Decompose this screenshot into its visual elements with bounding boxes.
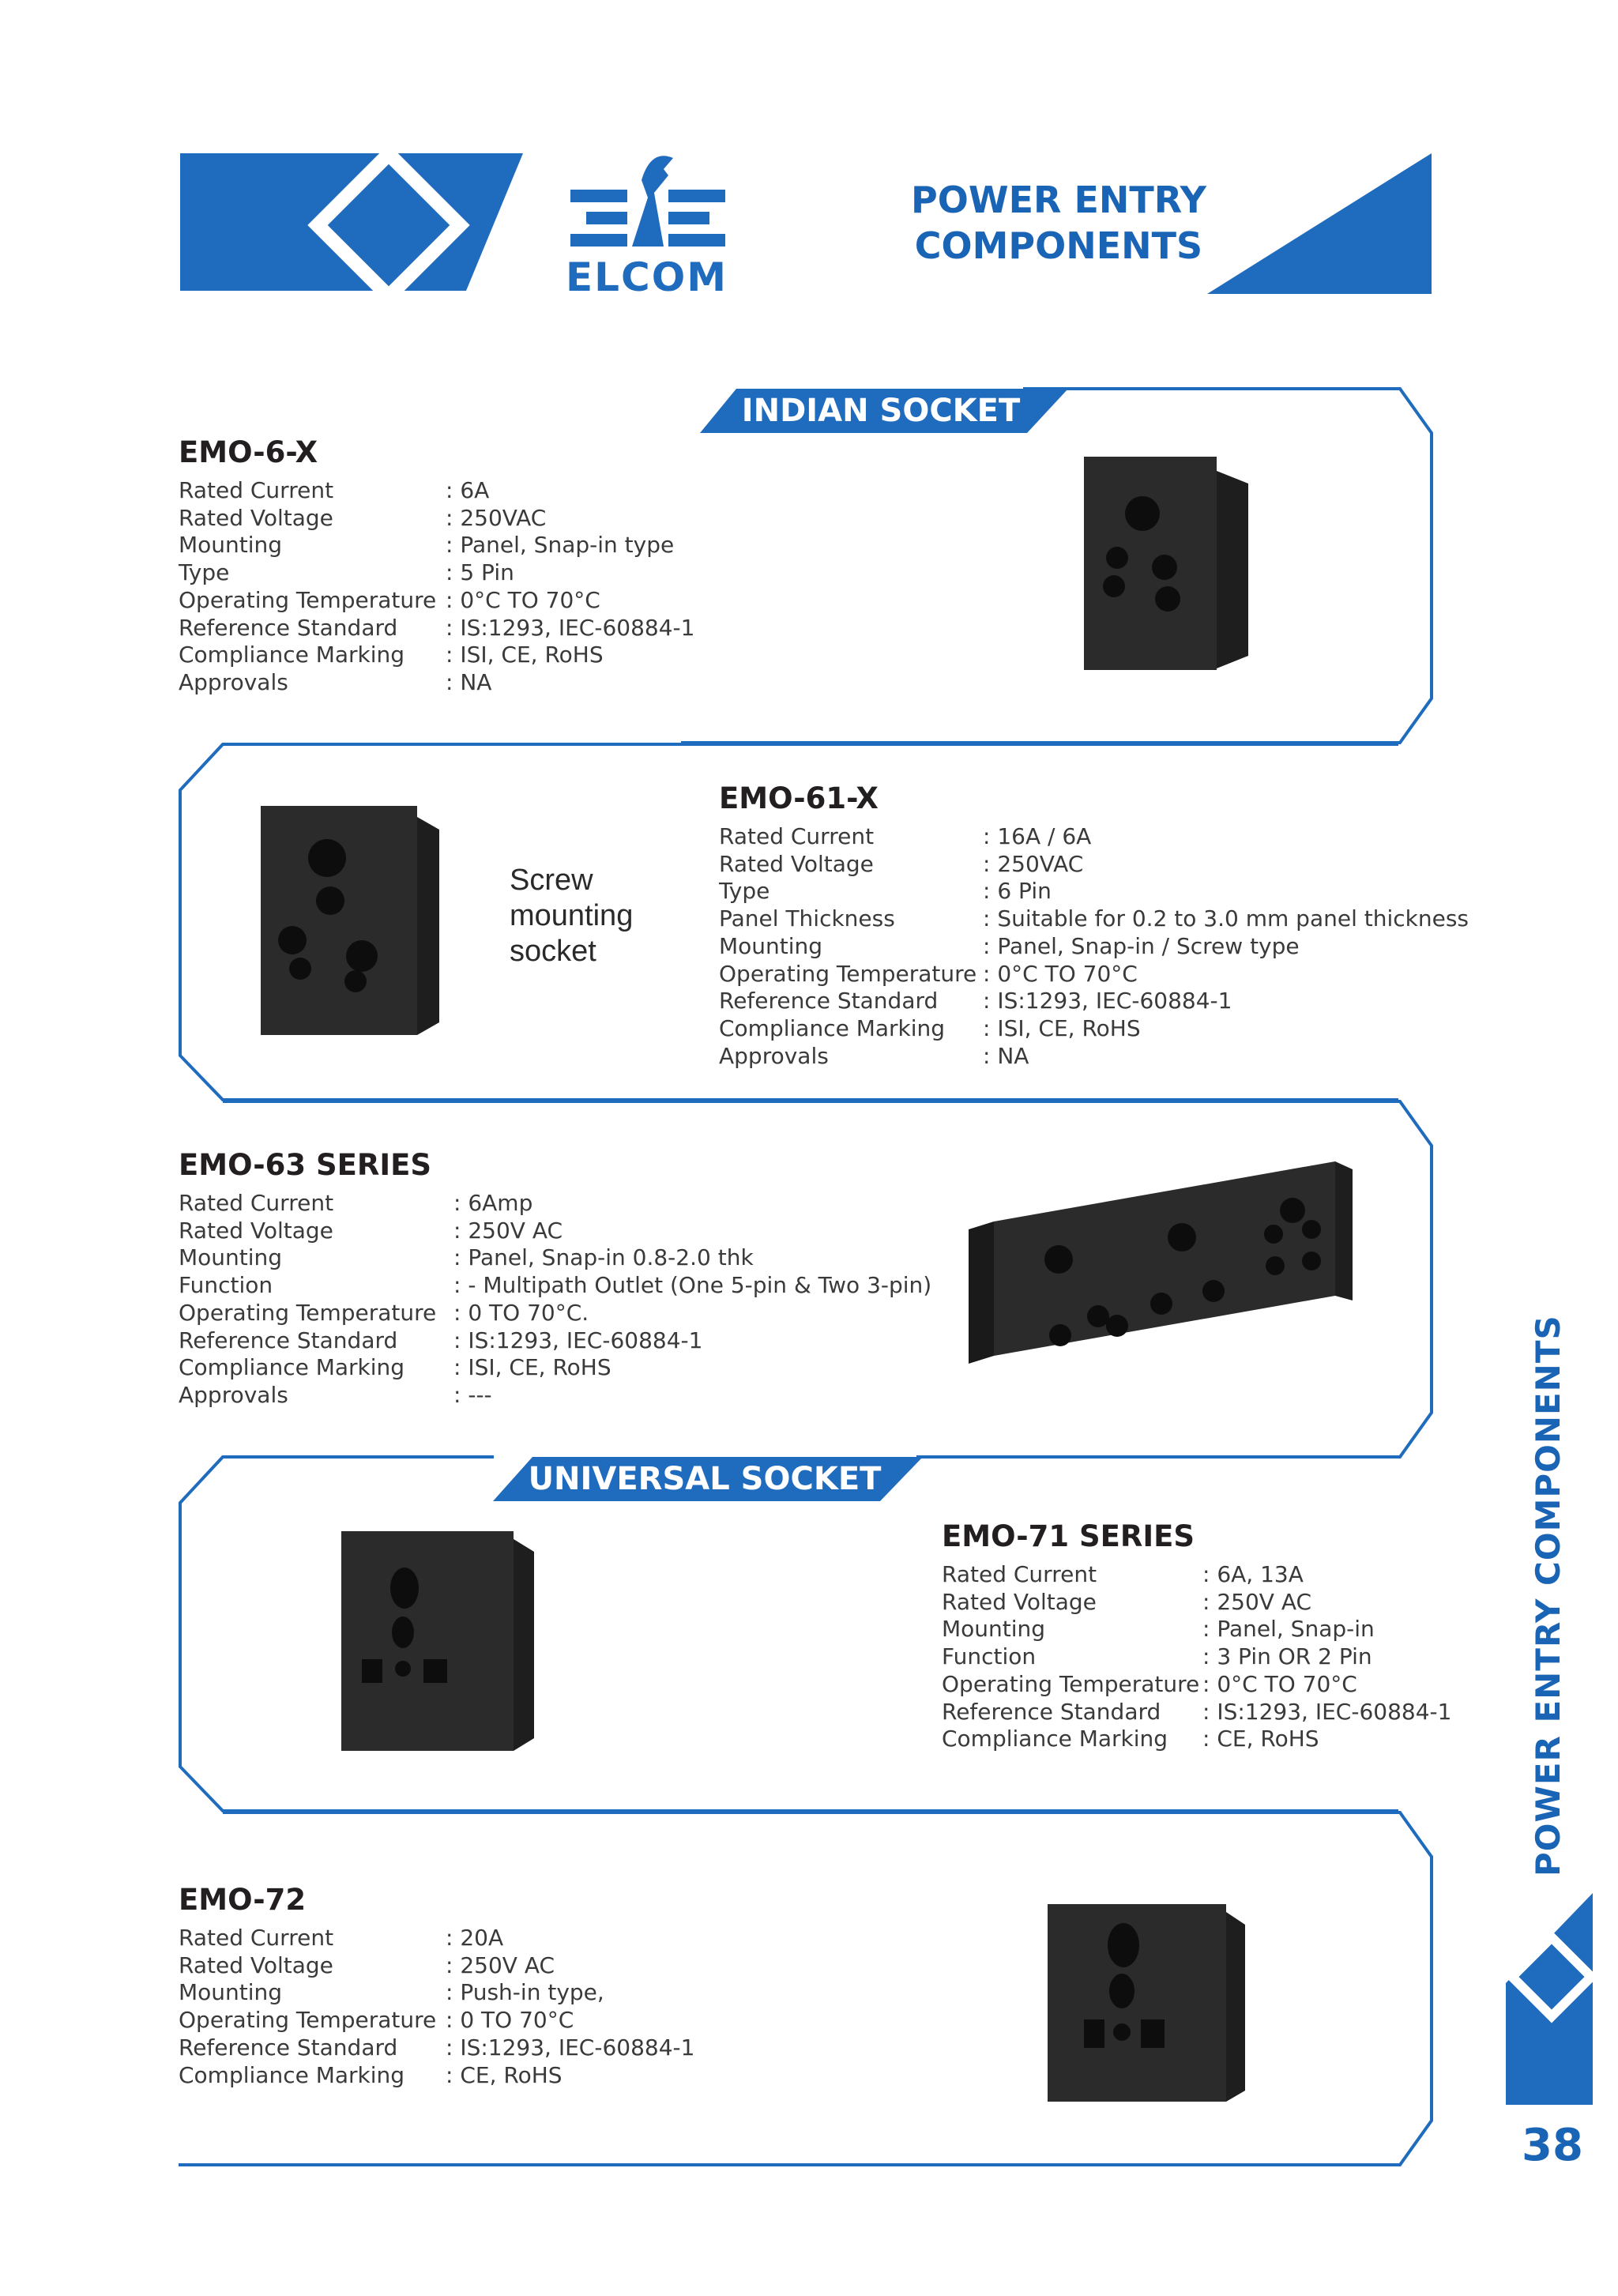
header-title-line2: COMPONENTS [914,224,1203,267]
header-title-line1: POWER ENTRY [911,179,1206,221]
spec-row [942,1589,1451,1617]
spec-row [179,587,694,615]
product-emo-71 [942,1520,1451,1753]
spec-value: : 250VAC [446,504,547,531]
spec-row [179,505,694,533]
emo-6-x-socket-icon [1084,457,1248,670]
spec-label: Rated Current [179,1925,334,1951]
spec-label: Mounting [179,1979,283,2006]
spec-label: Mounting [179,532,283,559]
spec-value: : - Multipath Outlet (One 5-pin & Two 3-pin) [453,1272,932,1299]
spec-row [942,1726,1451,1753]
spec-label: Mounting [179,1244,283,1271]
spec-label: Operating Temperature [179,1299,437,1326]
spec-label: Reference Standard [179,614,398,641]
emo-61-x-socket-icon [261,806,439,1035]
side-decor [1506,1893,1593,2105]
spec-row [179,2034,694,2062]
spec-value: : IS:1293, IEC-60884-1 [1202,1698,1452,1725]
product-emo-72 [179,1884,694,2089]
spec-value: : ISI, CE, RoHS [453,1354,611,1381]
spec-row [179,642,694,669]
spec-label: Rated Current [179,1190,334,1216]
spec-value: : Panel, Snap-in 0.8-2.0 thk [453,1244,754,1271]
spec-label: Rated Voltage [179,504,333,531]
spec-label: Rated Current [719,823,875,849]
spec-row [179,1327,931,1355]
universal-socket-banner: UNIVERSAL SOCKET [528,1461,882,1497]
spec-row [179,1190,931,1218]
page-number: 38 [1522,2120,1583,2171]
emo-63-socket-icon [969,1161,1353,1364]
spec-value: : 0 TO 70°C [446,2007,574,2034]
spec-label: Function [179,1272,273,1299]
spec-value: : 250V AC [453,1217,563,1244]
spec-label: Compliance Marking [719,1014,946,1041]
spec-row [942,1671,1451,1699]
spec-label: Operating Temperature [719,960,977,987]
spec-value: : Suitable for 0.2 to 3.0 mm panel thickness [983,905,1469,932]
spec-row [719,823,1469,851]
spec-row [179,1244,931,1272]
spec-value: : Panel, Snap-in / Screw type [983,932,1300,959]
spec-label: Rated Current [942,1561,1097,1587]
spec-row [942,1643,1451,1671]
screw-mounting-note: Screw mounting socket [510,864,634,968]
spec-value: : 6A [446,477,490,503]
spec-row [179,1952,694,1980]
header-title [893,177,1225,269]
spec-row [179,1979,694,2007]
spec-value: : --- [453,1381,492,1408]
spec-label: Rated Current [179,477,334,503]
spec-value: : Push-in type, [446,1979,604,2006]
spec-row [179,1218,931,1245]
spec-value: : 5 Pin [446,559,514,586]
spec-row [942,1616,1451,1643]
spec-value: : IS:1293, IEC-60884-1 [453,1327,703,1353]
spec-row [179,477,694,505]
product-title: EMO-72 [179,1883,307,1917]
spec-row [179,1382,931,1410]
spec-row [179,669,694,697]
frame-emo-6-x [681,389,1432,743]
spec-value: : IS:1293, IEC-60884-1 [446,614,695,641]
product-emo-6-x [179,436,694,697]
indian-socket-banner: INDIAN SOCKET [741,393,1021,429]
spec-label: Reference Standard [719,988,939,1014]
spec-row [719,905,1469,933]
spec-label: Panel Thickness [719,905,895,932]
spec-row [179,2007,694,2034]
spec-row [719,1043,1469,1071]
spec-value: : IS:1293, IEC-60884-1 [446,2034,695,2061]
spec-label: Function [942,1643,1037,1670]
spec-value: : 16A / 6A [983,823,1092,849]
spec-label: Rated Voltage [719,850,874,877]
spec-row [179,1272,931,1300]
spec-value: : 3 Pin OR 2 Pin [1202,1643,1372,1670]
spec-label: Operating Temperature [179,586,437,613]
spec-value: : 6 Pin [983,878,1052,905]
spec-label: Reference Standard [942,1698,1161,1725]
spec-label: Reference Standard [179,1327,398,1353]
spec-value: : 250V AC [1202,1588,1312,1615]
spec-value: : 250V AC [446,1952,555,1978]
spec-row [179,532,694,559]
spec-row [179,1925,694,1952]
spec-label: Approvals [179,1381,288,1408]
product-emo-61-x [719,782,1469,1070]
spec-label: Reference Standard [179,2034,398,2061]
header-right-decor [1207,153,1432,294]
spec-row [942,1699,1451,1726]
elcom-logo-icon [570,156,725,247]
spec-value: : ISI, CE, RoHS [983,1014,1141,1041]
spec-value: : CE, RoHS [446,2061,563,2088]
spec-label: Type [179,559,230,586]
spec-value: : NA [446,668,492,695]
spec-label: Compliance Marking [179,2061,405,2088]
spec-row [719,933,1469,961]
spec-row [942,1561,1451,1589]
spec-label: Compliance Marking [179,642,405,668]
spec-row [719,1015,1469,1043]
product-emo-63 [179,1149,931,1410]
spec-row [179,615,694,642]
product-title: EMO-63 SERIES [179,1148,432,1182]
spec-label: Mounting [942,1616,1046,1643]
spec-row [179,559,694,587]
spec-value: : Panel, Snap-in [1202,1616,1375,1643]
spec-value: : 20A [446,1925,504,1951]
spec-value: : NA [983,1042,1029,1069]
spec-row [719,878,1469,905]
spec-value: : 0°C TO 70°C [983,960,1138,987]
spec-value: : 6Amp [453,1190,533,1216]
spec-label: Compliance Marking [179,1354,405,1381]
header-left-decor [180,153,523,296]
product-title: EMO-71 SERIES [942,1519,1195,1553]
product-title: EMO-61-X [719,781,879,815]
emo-72-socket-icon [1048,1904,1245,2102]
spec-value: : ISI, CE, RoHS [446,642,604,668]
spec-value: : Panel, Snap-in type [446,532,675,559]
spec-row [179,2062,694,2090]
spec-row [719,961,1469,988]
spec-label: Approvals [179,668,288,695]
spec-label: Mounting [719,932,823,959]
spec-label: Operating Temperature [179,2007,437,2034]
spec-label: Type [719,878,770,905]
spec-value: : 250VAC [983,850,1084,877]
spec-label: Rated Voltage [179,1217,333,1244]
spec-value: : 0°C TO 70°C [1202,1670,1357,1697]
spec-row [179,1300,931,1327]
side-tab-title: POWER ENTRY COMPONENTS [1529,1315,1567,1876]
spec-row [719,851,1469,879]
spec-value: : 0°C TO 70°C [446,586,600,613]
spec-row [719,988,1469,1015]
spec-label: Compliance Marking [942,1726,1168,1752]
spec-row [179,1354,931,1382]
spec-label: Approvals [719,1042,829,1069]
spec-label: Rated Voltage [179,1952,333,1978]
spec-value: : 0 TO 70°C. [453,1299,589,1326]
spec-label: Rated Voltage [942,1588,1097,1615]
elcom-logo-text: ELCOM [566,254,728,300]
emo-71-socket-icon [341,1531,534,1751]
product-title: EMO-6-X [179,435,318,469]
spec-value: : CE, RoHS [1202,1726,1319,1752]
spec-value: : 6A, 13A [1202,1561,1304,1587]
spec-label: Operating Temperature [942,1670,1200,1697]
spec-value: : IS:1293, IEC-60884-1 [983,988,1232,1014]
